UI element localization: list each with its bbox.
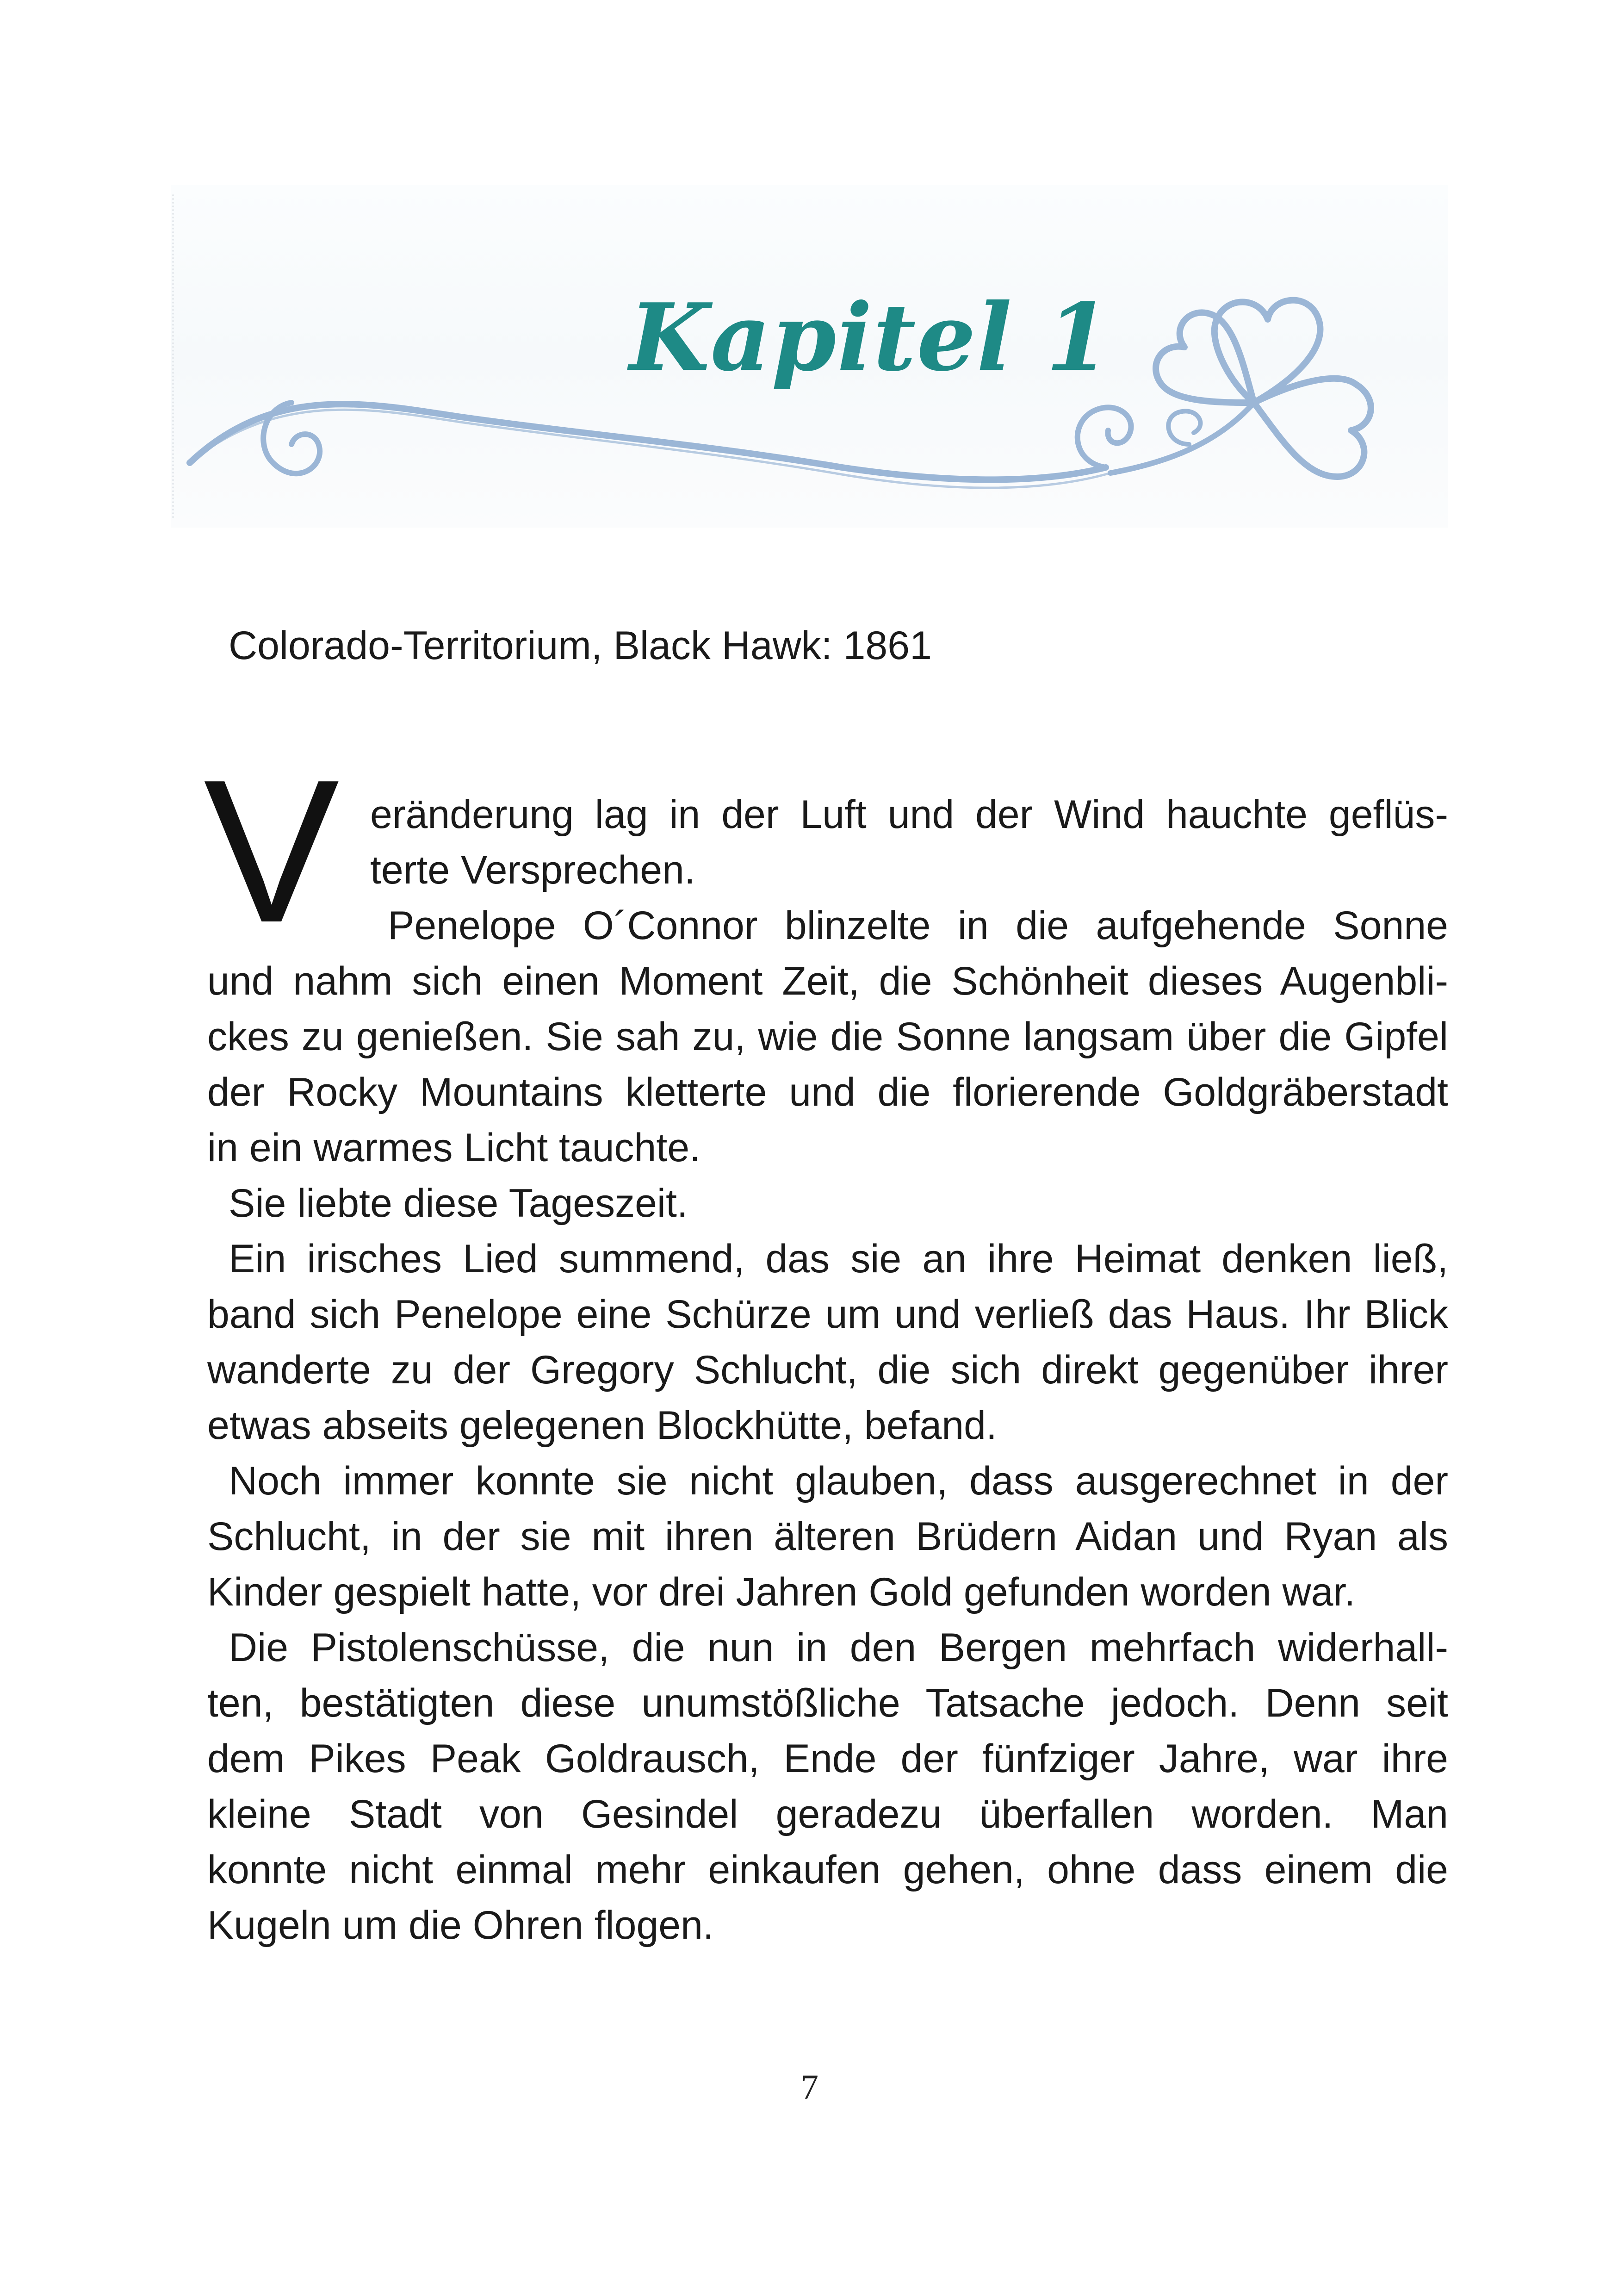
body-line: und nahm sich einen Moment Zeit, die Schönheit dieses Augenbli- — [207, 959, 1448, 1003]
location-date-line: Colorado-Territorium, Black Hawk: 1861 — [229, 623, 932, 668]
body-line: der Rocky Mountains kletterte und die florierende Goldgräberstadt — [207, 1070, 1448, 1114]
body-line: eränderung lag in der Luft und der Wind hauchte geflüs- — [370, 792, 1448, 837]
body-line: konnte nicht einmal mehr einkaufen gehen, ohne dass einem die — [207, 1848, 1448, 1892]
body-line: Die Pistolenschüsse, die nun in den Bergen mehrfach widerhall- — [229, 1625, 1448, 1670]
body-line: dem Pikes Peak Goldrausch, Ende der fünfziger Jahre, war ihre — [207, 1736, 1448, 1781]
body-line: wanderte zu der Gregory Schlucht, die sich direkt gegenüber ihrer — [207, 1348, 1448, 1392]
body-line: Kinder gespielt hatte, vor drei Jahren Gold gefunden worden war. — [207, 1570, 1356, 1614]
chapter-title: Kapitel 1 — [629, 283, 1111, 392]
body-line: ckes zu genießen. Sie sah zu, wie die Sonne langsam über die Gipfel — [207, 1014, 1448, 1059]
body-line: ten, bestätigten diese unumstößliche Tatsache jedoch. Denn seit — [207, 1681, 1448, 1725]
body-line: Penelope O´Connor blinzelte in die aufgehende Sonne — [388, 903, 1448, 948]
body-line: in ein warmes Licht tauchte. — [207, 1126, 701, 1170]
body-line: band sich Penelope eine Schürze um und verließ das Haus. Ihr Blick — [207, 1292, 1448, 1337]
page-number: 7 — [801, 2068, 818, 2107]
drop-cap-letter: V — [204, 738, 340, 965]
body-line: Sie liebte diese Tageszeit. — [229, 1181, 688, 1226]
body-line: etwas abseits gelegenen Blockhütte, befand. — [207, 1403, 997, 1448]
body-line: terte Versprechen. — [370, 848, 695, 892]
body-line: kleine Stadt von Gesindel geradezu überfallen worden. Man — [207, 1792, 1448, 1836]
body-line: Ein irisches Lied summend, das sie an ihre Heimat denken ließ, — [229, 1237, 1448, 1281]
body-line: Noch immer konnte sie nicht glauben, dass ausgerechnet in der — [229, 1459, 1448, 1503]
body-line: Schlucht, in der sie mit ihren älteren Brüdern Aidan und Ryan als — [207, 1514, 1448, 1559]
body-line: Kugeln um die Ohren flogen. — [207, 1903, 714, 1948]
